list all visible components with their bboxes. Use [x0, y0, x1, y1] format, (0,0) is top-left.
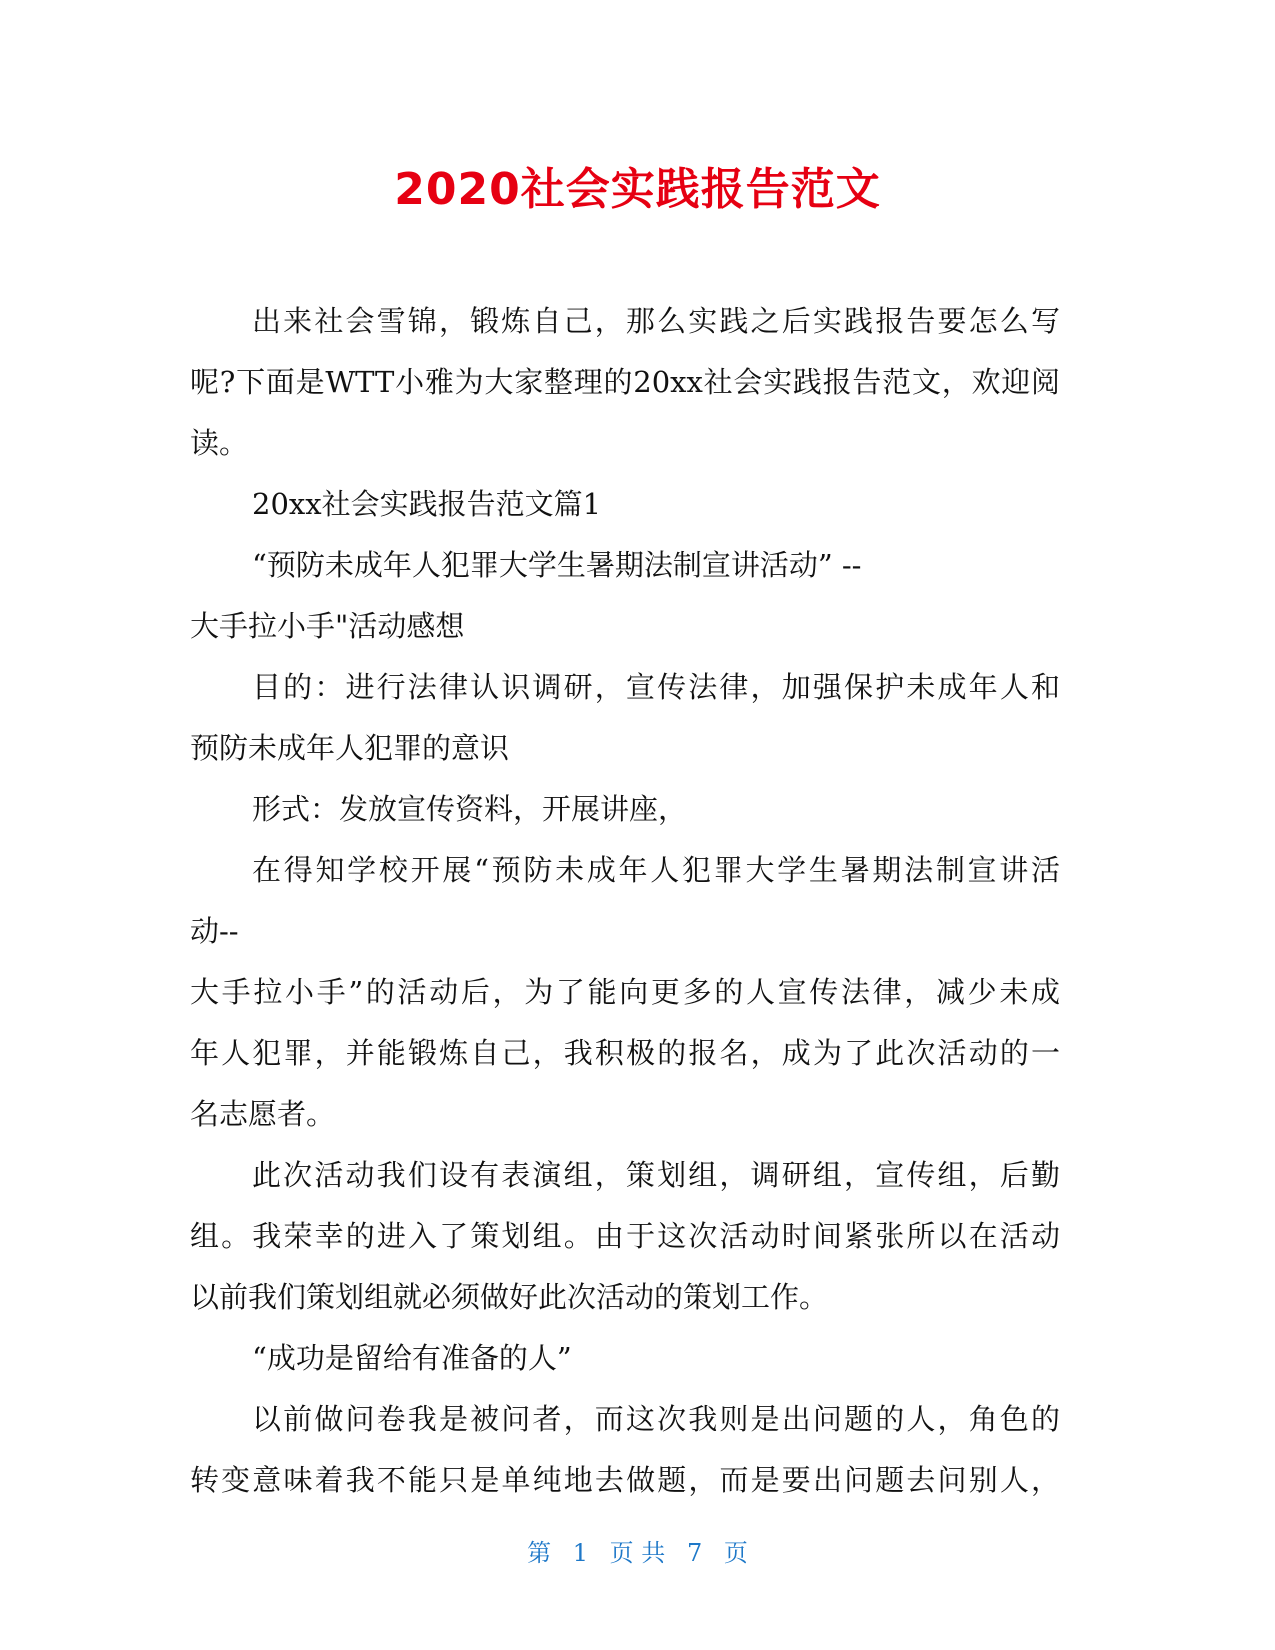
- body-line: 以前我们策划组就必须做好此次活动的策划工作。: [190, 1280, 829, 1314]
- body-line: 年人犯罪，并能锻炼自己，我积极的报名，成为了此次活动的一: [190, 1036, 1060, 1070]
- body-line: 出来社会雪锦，锻炼自己，那么实践之后实践报告要怎么写: [252, 304, 1060, 338]
- current-page-number: 1: [572, 1539, 589, 1567]
- body-line: 名志愿者。: [190, 1097, 336, 1131]
- body-line: 读。: [190, 426, 249, 460]
- body-line: 以前做问卷我是被问者，而这次我则是出问题的人，角色的: [252, 1402, 1060, 1436]
- total-pages-number: 7: [686, 1539, 703, 1567]
- page-footer: [0, 1535, 1275, 1571]
- document-body: [190, 291, 1060, 1511]
- body-line: 组。我荣幸的进入了策划组。由于这次活动时间紧张所以在活动: [190, 1219, 1060, 1253]
- section-heading: 20xx社会实践报告范文篇1: [252, 487, 602, 521]
- footer-prefix: 第: [527, 1539, 552, 1567]
- body-line: 动--: [190, 914, 239, 948]
- footer-middle: 页 共: [609, 1539, 666, 1567]
- document-title: 2020社会实践报告范文: [394, 164, 881, 215]
- body-line: 在得知学校开展“预防未成年人犯罪大学生暑期法制宣讲活: [252, 853, 1060, 887]
- body-line: “成功是留给有准备的人”: [252, 1341, 572, 1375]
- body-line: 预防未成年人犯罪的意识: [190, 731, 510, 765]
- body-line: 形式：发放宣传资料，开展讲座，: [252, 792, 688, 826]
- body-line: 此次活动我们设有表演组，策划组，调研组，宣传组，后勤: [252, 1158, 1060, 1192]
- body-line: 大手拉小手”的活动后，为了能向更多的人宣传法律，减少未成: [190, 975, 1060, 1009]
- footer-suffix: 页: [723, 1539, 748, 1567]
- body-line: “预防未成年人犯罪大学生暑期法制宣讲活动” --: [252, 548, 862, 582]
- body-line: 大手拉小手"活动感想: [190, 609, 465, 643]
- body-line: 呢?下面是WTT小雅为大家整理的20xx社会实践报告范文，欢迎阅: [190, 365, 1060, 399]
- body-line: 目的：进行法律认识调研，宣传法律，加强保护未成年人和: [252, 670, 1060, 704]
- body-line: 转变意味着我不能只是单纯地去做题，而是要出问题去问别人，: [190, 1463, 1060, 1497]
